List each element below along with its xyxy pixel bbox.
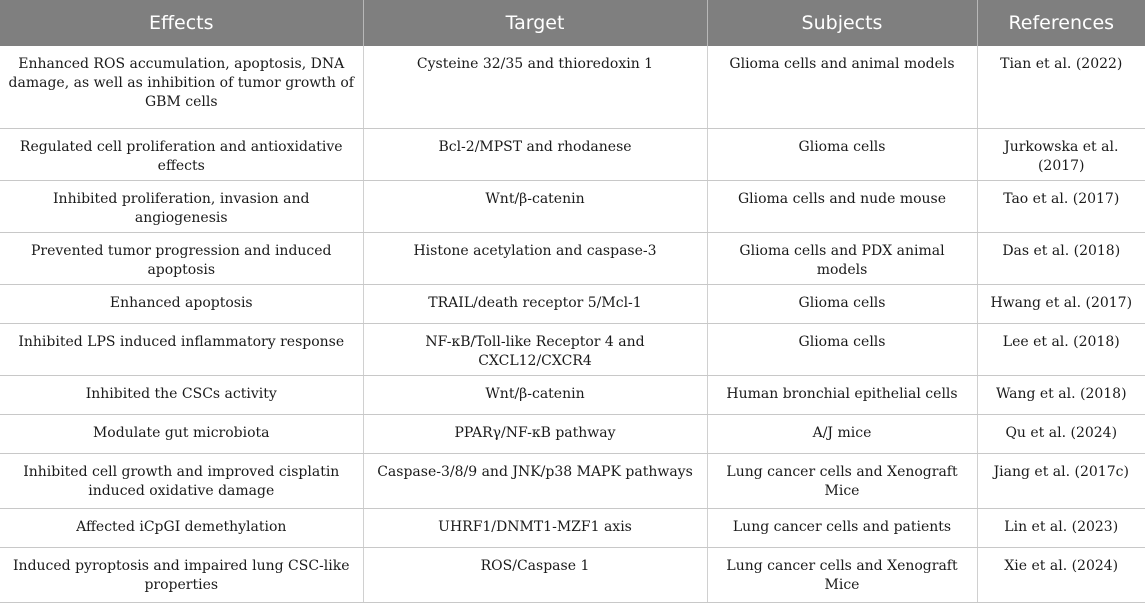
cell-subjects: Lung cancer cells and Xenograft Mice <box>707 547 977 602</box>
table-header <box>0 0 1145 46</box>
cell-subjects: A/J mice <box>707 414 977 453</box>
table-row <box>0 508 1145 547</box>
cell-effects: Inhibited proliferation, invasion and angiogenesis <box>0 180 363 232</box>
cell-references: Xie et al. (2024) <box>977 547 1145 602</box>
cell-effects: Enhanced apoptosis <box>0 284 363 323</box>
cell-target: PPARγ/NF-κB pathway <box>363 414 707 453</box>
cell-subjects: Lung cancer cells and patients <box>707 508 977 547</box>
header-references: References <box>977 0 1145 46</box>
header-target: Target <box>363 0 707 46</box>
cell-effects: Modulate gut microbiota <box>0 414 363 453</box>
table-row <box>0 323 1145 375</box>
cell-target: Cysteine 32/35 and thioredoxin 1 <box>363 46 707 128</box>
cell-references: Das et al. (2018) <box>977 232 1145 284</box>
cell-references: Tao et al. (2017) <box>977 180 1145 232</box>
cell-subjects: Glioma cells <box>707 284 977 323</box>
cell-references: Qu et al. (2024) <box>977 414 1145 453</box>
cell-references: Wang et al. (2018) <box>977 375 1145 414</box>
cell-effects: Induced pyroptosis and impaired lung CSC-like properties <box>0 547 363 602</box>
cell-target: NF-κB/Toll-like Receptor 4 and CXCL12/CXCR4 <box>363 323 707 375</box>
cell-subjects: Glioma cells <box>707 128 977 180</box>
cell-target: TRAIL/death receptor 5/Mcl-1 <box>363 284 707 323</box>
header-row <box>0 0 1145 46</box>
cell-effects: Enhanced ROS accumulation, apoptosis, DNA damage, as well as inhibition of tumor growth of GBM cells <box>0 46 363 128</box>
cell-effects: Affected iCpGI demethylation <box>0 508 363 547</box>
table-row <box>0 180 1145 232</box>
cell-target: ROS/Caspase 1 <box>363 547 707 602</box>
table-row <box>0 232 1145 284</box>
cell-subjects: Lung cancer cells and Xenograft Mice <box>707 453 977 508</box>
cell-subjects: Glioma cells and PDX animal models <box>707 232 977 284</box>
cell-target: Bcl-2/MPST and rhodanese <box>363 128 707 180</box>
table-row <box>0 414 1145 453</box>
table-row <box>0 375 1145 414</box>
cell-effects: Inhibited the CSCs activity <box>0 375 363 414</box>
cell-target: Wnt/β-catenin <box>363 375 707 414</box>
cell-references: Hwang et al. (2017) <box>977 284 1145 323</box>
cell-references: Lin et al. (2023) <box>977 508 1145 547</box>
cell-subjects: Glioma cells and animal models <box>707 46 977 128</box>
cell-references: Jurkowska et al. (2017) <box>977 128 1145 180</box>
cell-effects: Regulated cell proliferation and antioxidative effects <box>0 128 363 180</box>
cell-references: Tian et al. (2022) <box>977 46 1145 128</box>
header-effects: Effects <box>0 0 363 46</box>
table-row <box>0 547 1145 602</box>
table-row <box>0 284 1145 323</box>
cell-effects: Inhibited cell growth and improved cisplatin induced oxidative damage <box>0 453 363 508</box>
cell-subjects: Human bronchial epithelial cells <box>707 375 977 414</box>
cell-target: UHRF1/DNMT1-MZF1 axis <box>363 508 707 547</box>
cell-references: Jiang et al. (2017c) <box>977 453 1145 508</box>
table-body <box>0 46 1145 602</box>
cell-target: Histone acetylation and caspase-3 <box>363 232 707 284</box>
cell-subjects: Glioma cells <box>707 323 977 375</box>
header-subjects: Subjects <box>707 0 977 46</box>
cell-subjects: Glioma cells and nude mouse <box>707 180 977 232</box>
cell-effects: Prevented tumor progression and induced apoptosis <box>0 232 363 284</box>
table-row <box>0 453 1145 508</box>
cell-target: Caspase-3/8/9 and JNK/p38 MAPK pathways <box>363 453 707 508</box>
table-row <box>0 128 1145 180</box>
cell-target: Wnt/β-catenin <box>363 180 707 232</box>
cell-effects: Inhibited LPS induced inflammatory response <box>0 323 363 375</box>
table-row <box>0 46 1145 128</box>
cell-references: Lee et al. (2018) <box>977 323 1145 375</box>
